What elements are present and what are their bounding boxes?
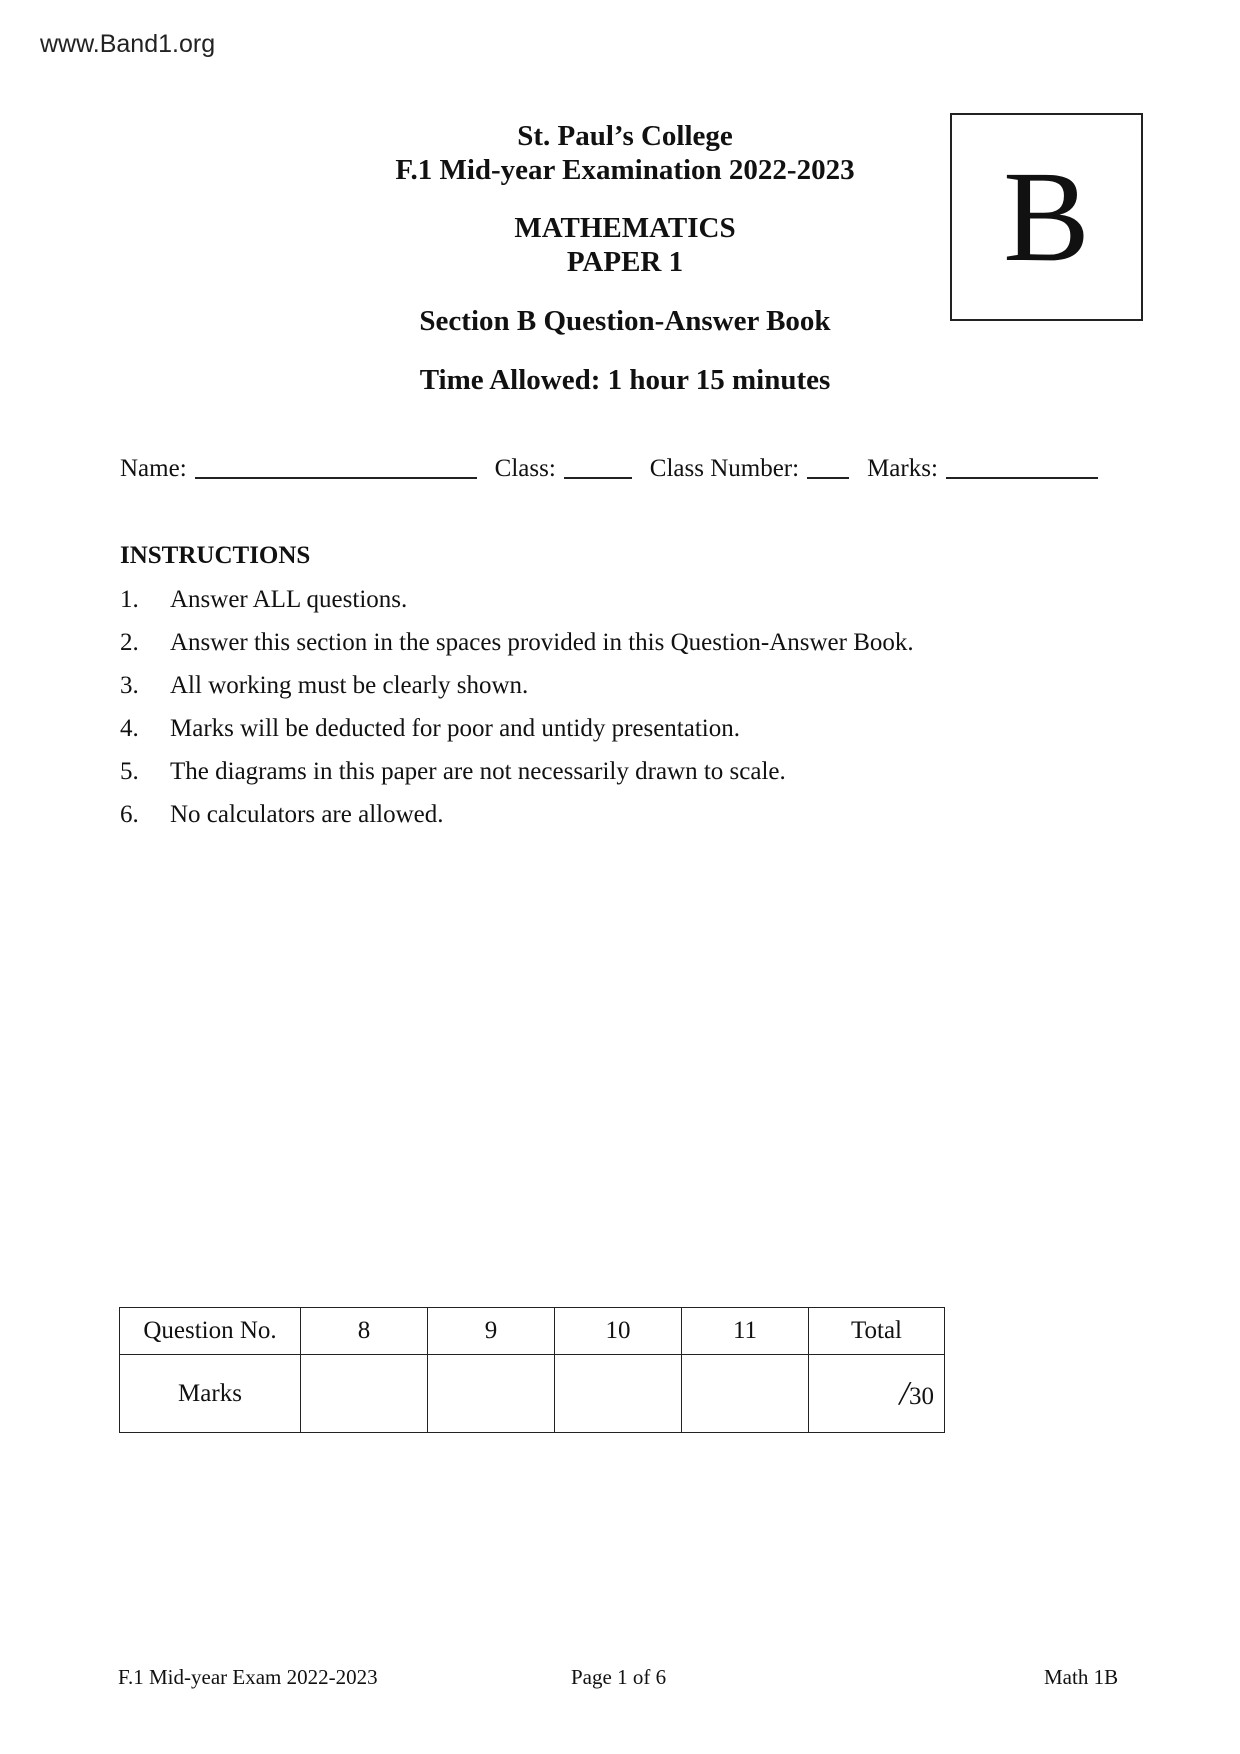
instruction-number: 1. <box>120 586 139 613</box>
instruction-text: All working must be clearly shown. <box>170 672 529 699</box>
class-number-field[interactable] <box>650 455 849 483</box>
time-allowed: Time Allowed: 1 hour 15 minutes <box>419 364 831 396</box>
instruction-number: 3. <box>120 672 139 699</box>
school-name: St. Paul’s College <box>517 120 733 152</box>
class-number-label: Class Number: <box>649 455 800 482</box>
marks-cell[interactable] <box>682 1355 809 1433</box>
total-max-marks: 30 <box>909 1382 934 1410</box>
question-number-cell: 10 <box>555 1308 682 1355</box>
marks-cell[interactable] <box>555 1355 682 1433</box>
section-letter: B <box>1003 145 1090 289</box>
marks-table <box>119 1307 945 1433</box>
class-label: Class: <box>494 455 556 482</box>
class-blank-line[interactable] <box>564 475 632 479</box>
question-number-cell: 9 <box>428 1308 555 1355</box>
footer-paper-code: Math 1B <box>1044 1665 1119 1689</box>
marks-label: Marks: <box>867 455 938 482</box>
question-number-cell: 8 <box>301 1308 428 1355</box>
section-letter-box <box>950 113 1143 321</box>
instruction-text: Marks will be deducted for poor and untidy presentation. <box>170 715 740 742</box>
instruction-number: 4. <box>120 715 139 742</box>
name-field[interactable] <box>120 455 477 483</box>
student-info-fields <box>120 455 1098 483</box>
instruction-text: No calculators are allowed. <box>170 801 444 828</box>
instruction-text: Answer ALL questions. <box>170 586 408 613</box>
instruction-number: 6. <box>120 801 139 828</box>
marks-blank-line[interactable] <box>946 475 1098 479</box>
question-number-cell: 11 <box>682 1308 809 1355</box>
name-label: Name: <box>120 455 187 482</box>
exam-title: F.1 Mid-year Examination 2022-2023 <box>395 154 855 186</box>
class-number-blank-line[interactable] <box>807 475 849 479</box>
marks-row <box>120 1355 945 1433</box>
footer-page-number: Page 1 of 6 <box>571 1665 667 1689</box>
instructions-heading: INSTRUCTIONS <box>120 542 311 569</box>
class-field[interactable] <box>495 455 632 483</box>
total-header: Total <box>809 1308 945 1355</box>
total-marks-cell[interactable] <box>809 1355 945 1433</box>
marks-row-header: Marks <box>120 1355 301 1433</box>
question-number-row <box>120 1308 945 1355</box>
marks-cell[interactable] <box>428 1355 555 1433</box>
name-blank-line[interactable] <box>195 475 477 479</box>
instruction-number: 2. <box>120 629 139 656</box>
instruction-text: The diagrams in this paper are not necessarily drawn to scale. <box>170 758 786 785</box>
total-slash: / <box>899 1374 909 1412</box>
instruction-text: Answer this section in the spaces provided in this Question-Answer Book. <box>170 629 914 656</box>
question-no-header: Question No. <box>120 1308 301 1355</box>
marks-cell[interactable] <box>301 1355 428 1433</box>
subject-title: MATHEMATICS <box>514 212 736 244</box>
marks-field[interactable] <box>867 455 1098 483</box>
book-title: Section B Question-Answer Book <box>419 305 831 337</box>
instruction-number: 5. <box>120 758 139 785</box>
paper-title: PAPER 1 <box>566 246 684 278</box>
watermark-url: www.Band1.org <box>40 30 216 58</box>
footer-exam-name: F.1 Mid-year Exam 2022-2023 <box>118 1665 378 1689</box>
